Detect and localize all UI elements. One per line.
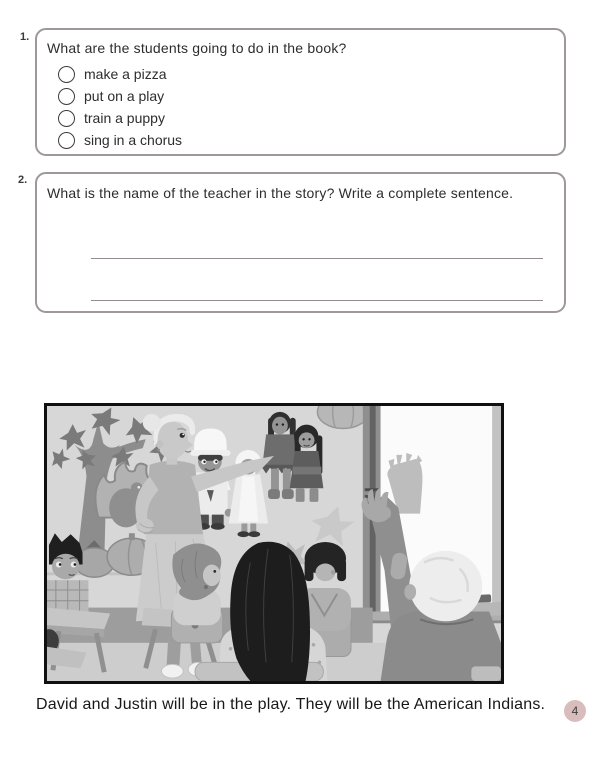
- question-2-box: [35, 172, 566, 313]
- classroom-illustration: [47, 406, 501, 681]
- radio-button-icon[interactable]: [58, 110, 75, 127]
- radio-button-icon[interactable]: [58, 132, 75, 149]
- question-1-number: 1.: [20, 31, 30, 43]
- question-1-prompt: What are the students going to do in the book?: [47, 40, 347, 56]
- option-label: put on a play: [84, 88, 165, 104]
- question-1-box: [35, 28, 566, 156]
- option-put-on-a-play[interactable]: [58, 85, 552, 107]
- option-train-a-puppy[interactable]: [58, 107, 552, 129]
- radio-button-icon[interactable]: [58, 66, 75, 83]
- question-2-number: 2.: [18, 174, 28, 186]
- page-number: 4: [571, 704, 579, 718]
- page-number-badge: [564, 700, 586, 722]
- question-2-prompt: What is the name of the teacher in the story? Write a complete sentence.: [47, 185, 514, 201]
- student-curly-hair-girl: [171, 543, 222, 642]
- classroom-illustration-frame: [44, 403, 504, 684]
- radio-button-icon[interactable]: [58, 88, 75, 105]
- option-sing-in-a-chorus[interactable]: [58, 129, 552, 151]
- question-1-options: [47, 63, 552, 151]
- story-caption: David and Justin will be in the play. They will be the American Indians.: [36, 696, 546, 713]
- option-label: sing in a chorus: [84, 132, 183, 148]
- option-label: make a pizza: [84, 66, 167, 82]
- option-make-a-pizza[interactable]: [58, 63, 552, 85]
- option-label: train a puppy: [84, 110, 165, 126]
- answer-line[interactable]: [91, 258, 543, 259]
- answer-line[interactable]: [91, 300, 543, 301]
